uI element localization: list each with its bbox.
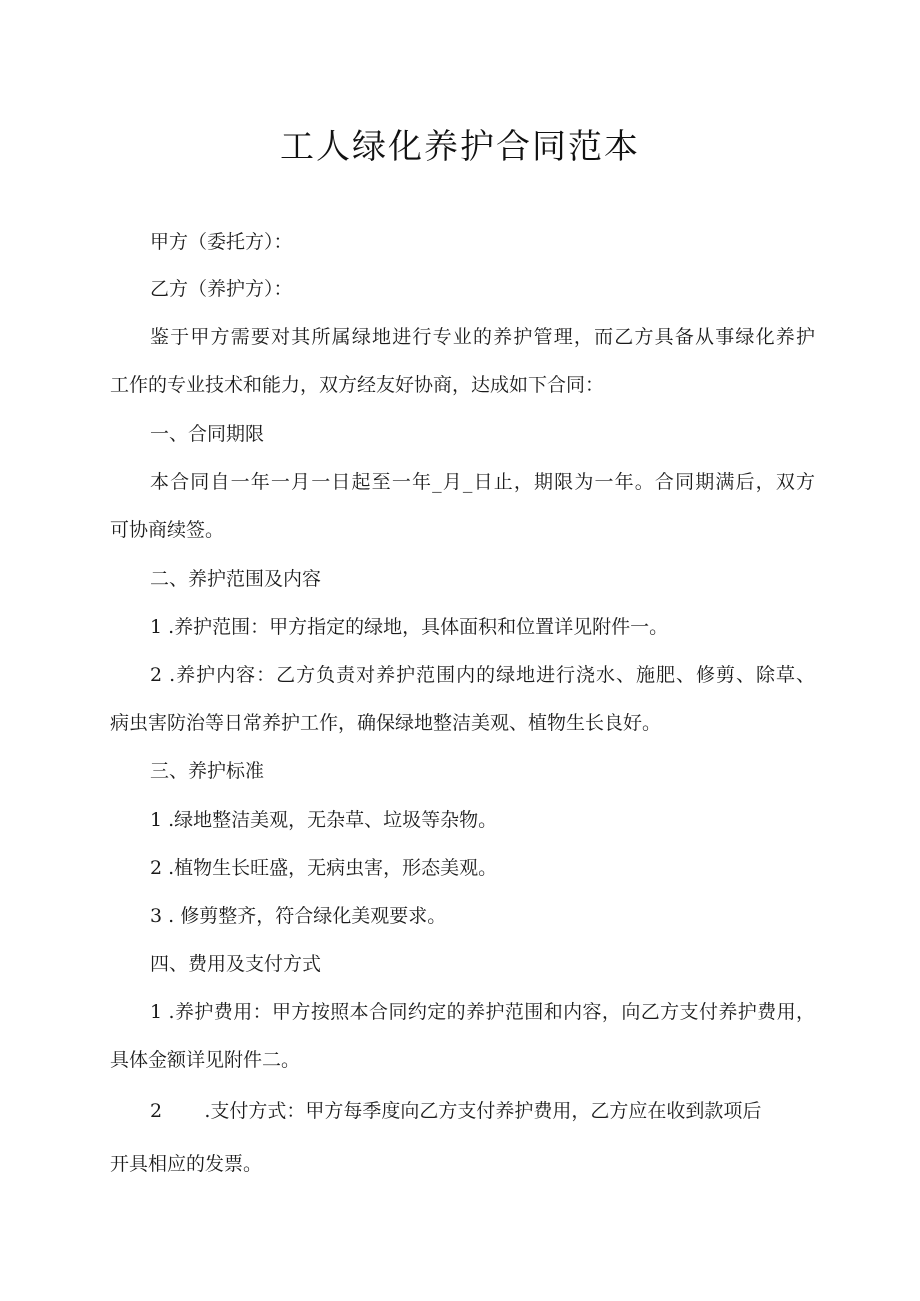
section-3-heading: 三、养护标准	[150, 760, 265, 782]
section-2-item-2-line-1: 2 .养护内容：乙方负责对养护范围内的绿地进行浇水、施肥、修剪、除草、	[150, 664, 815, 686]
section-4-heading: 四、费用及支付方式	[150, 953, 322, 975]
section-1-text-line-1: 本合同自一年一月一日起至一年_月_日止，期限为一年。合同期满后，双方	[150, 471, 815, 493]
section-4-item-1-line-1: 1 .养护费用：甲方按照本合同约定的养护范围和内容，向乙方支付养护费用，	[150, 1001, 815, 1023]
section-1-heading: 一、合同期限	[150, 423, 265, 445]
preamble-line-2: 工作的专业技术和能力，双方经友好协商，达成如下合同：	[110, 374, 605, 396]
section-4-item-1-line-2: 具体金额详见附件二。	[110, 1049, 301, 1071]
section-2-heading: 二、养护范围及内容	[150, 568, 322, 590]
section-3-item-3: 3 . 修剪整齐，符合绿化美观要求。	[150, 905, 447, 927]
party-b-line: 乙方（养护方）：	[150, 278, 293, 300]
section-2-item-2-line-2: 病虫害防治等日常养护工作，确保绿地整洁美观、植物生长良好。	[110, 712, 662, 734]
section-1-text-line-2: 可协商续签。	[110, 519, 225, 541]
section-3-item-2: 2 .植物生长旺盛，无病虫害，形态美观。	[150, 857, 498, 879]
section-4-item-2-line-2: 开具相应的发票。	[110, 1153, 263, 1175]
section-2-item-1: 1 .养护范围：甲方指定的绿地，具体面积和位置详见附件一。	[150, 616, 669, 638]
section-4-item-2-line-1: 2 .支付方式：甲方每季度向乙方支付养护费用，乙方应在收到款项后	[150, 1100, 762, 1122]
document-title: 工人绿化养护合同范本	[280, 127, 640, 167]
party-a-line: 甲方（委托方）：	[150, 231, 293, 253]
preamble-line-1: 鉴于甲方需要对其所属绿地进行专业的养护管理，而乙方具备从事绿化养护	[150, 326, 815, 348]
section-3-item-1: 1 .绿地整洁美观，无杂草、垃圾等杂物。	[150, 809, 498, 831]
